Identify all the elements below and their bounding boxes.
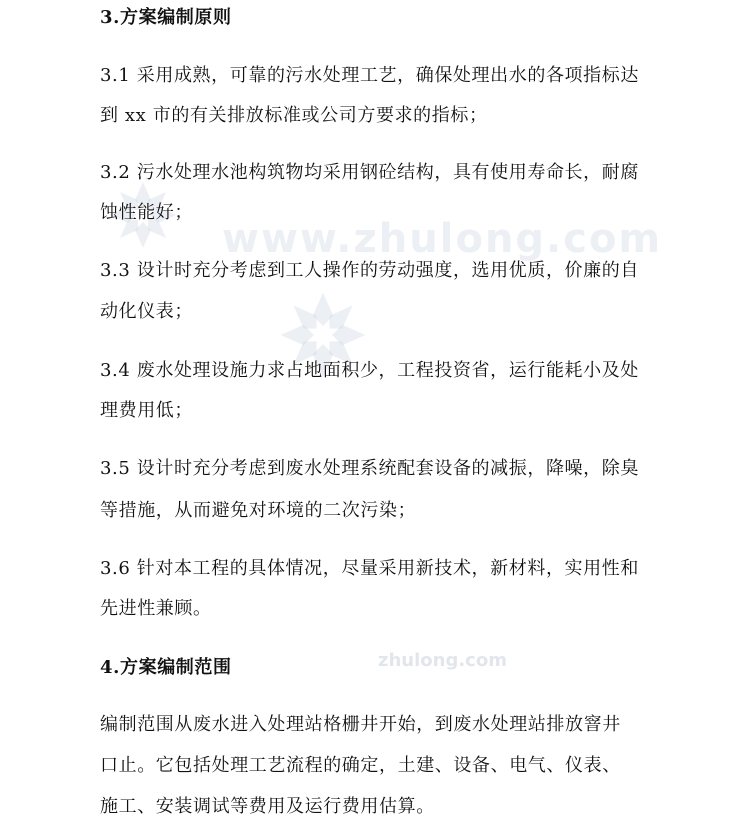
section-heading-3: 3.方案编制原则 — [100, 7, 232, 28]
paragraph-3-5-line-2: 等措施，从而避免对环境的二次污染； — [100, 500, 417, 521]
paragraph-4-line-1: 编制范围从废水进入处理站格栅井开始，到废水处理站排放窨井 — [100, 714, 621, 735]
section-heading-4: 4.方案编制范围 — [100, 657, 232, 678]
watermark-small-text: zhulong.com — [378, 650, 507, 671]
paragraph-3-3-line-1: 3.3 设计时充分考虑到工人操作的劳动强度，选用优质，价廉的自 — [100, 260, 639, 281]
paragraph-3-6-line-1: 3.6 针对本工程的具体情况，尽量采用新技术，新材料，实用性和 — [100, 558, 639, 579]
paragraph-3-2-line-1: 3.2 污水处理水池构筑物均采用钢砼结构，具有使用寿命长，耐腐 — [100, 162, 639, 183]
watermark-text: www.zhulong.com — [222, 216, 663, 262]
paragraph-3-2-line-2: 蚀性能好； — [100, 202, 193, 223]
paragraph-3-4-line-2: 理费用低； — [100, 400, 193, 421]
paragraph-3-3-line-2: 动化仪表； — [100, 301, 193, 322]
paragraph-3-1-line-1: 3.1 采用成熟，可靠的污水处理工艺，确保处理出水的各项指标达 — [100, 65, 639, 86]
paragraph-3-6-line-2: 先进性兼顾。 — [100, 598, 212, 619]
paragraph-3-4-line-1: 3.4 废水处理设施力求占地面积少，工程投资省，运行能耗小及处 — [100, 360, 639, 381]
paragraph-3-1-line-2: 到 xx 市的有关排放标准或公司方要求的指标； — [100, 105, 488, 126]
paragraph-3-5-line-1: 3.5 设计时充分考虑到废水处理系统配套设备的减振，降噪，除臭 — [100, 458, 639, 479]
paragraph-4-line-2: 口止。它包括处理工艺流程的确定，土建、设备、电气、仪表、 — [100, 755, 621, 776]
paragraph-4-line-3: 施工、安装调试等费用及运行费用估算。 — [100, 796, 435, 817]
